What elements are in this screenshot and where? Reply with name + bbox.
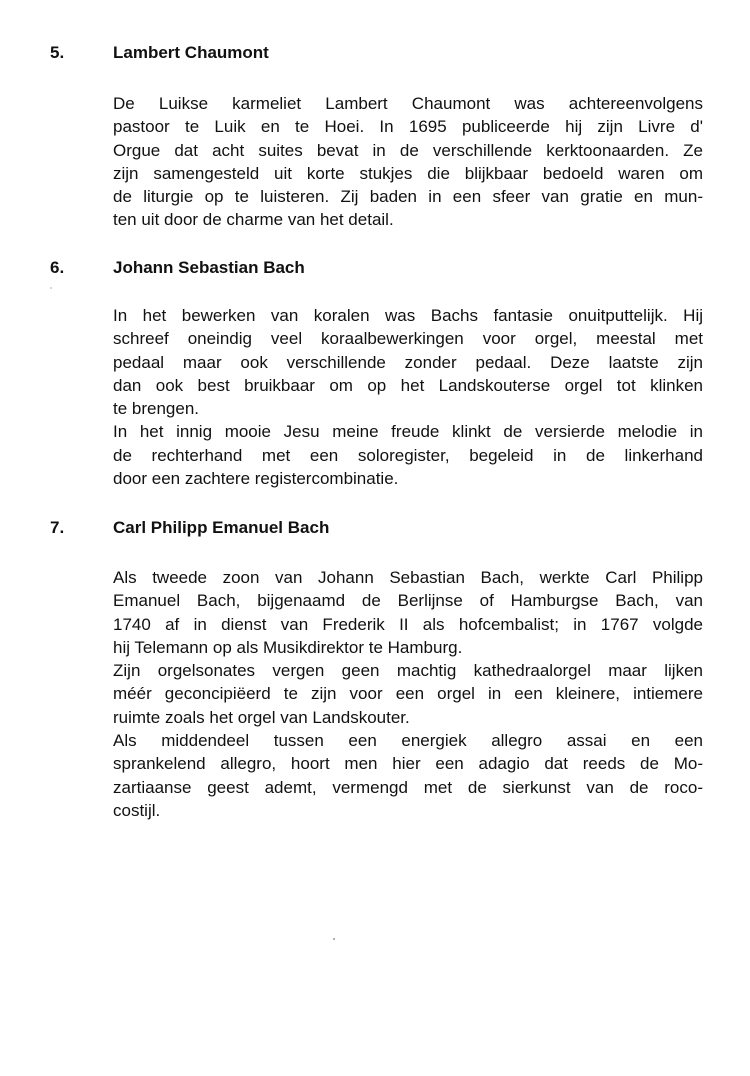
text-line: zijn samengesteld uit korte stukjes die blijkbaar bedoeld waren om (113, 163, 703, 183)
text-line: ruimte zoals het orgel van Landskouter. (113, 707, 410, 727)
text-line: Zijn orgelsonates vergen geen machtig kathedraalorgel maar lijken (113, 661, 703, 681)
text-line: costijl. (113, 800, 161, 820)
text-line: méér geconcipiëerd te zijn voor een orgel in een kleinere, intiemere (113, 684, 703, 704)
paragraph (113, 92, 703, 232)
section-number: 6. (50, 258, 65, 277)
text-line: Als tweede zoon van Johann Sebastian Bach, werkte Carl Philipp (113, 568, 703, 587)
text-line: de rechterhand met een soloregister, begeleid in de linkerhand (113, 445, 703, 465)
scan-speck (50, 287, 52, 289)
text-line: De Luikse karmeliet Lambert Chaumont was achtereenvolgens (113, 94, 703, 113)
scan-speck (333, 938, 335, 940)
paragraph (113, 304, 703, 490)
section-heading: Johann Sebastian Bach (113, 258, 305, 277)
section-number: 7. (50, 518, 65, 537)
text-line: Emanuel Bach, bijgenaamd de Berlijnse of Hamburgse Bach, van (113, 591, 703, 611)
text-line: hij Telemann op als Musikdirektor te Hamburg. (113, 637, 463, 657)
text-line: In het innig mooie Jesu meine freude klinkt de versierde melodie in (113, 422, 703, 442)
text-line: pedaal maar ook verschillende zonder pedaal. Deze laatste zijn (113, 352, 703, 372)
paragraph (113, 566, 703, 822)
text-line: schreef oneindig veel koraalbewerkingen voor orgel, meestal met (113, 329, 703, 349)
text-line: dan ook best bruikbaar om op het Landskouterse orgel tot klinken (113, 375, 703, 395)
text-line: zartiaanse geest ademt, vermengd met de sierkunst van de roco- (113, 777, 703, 797)
text-line: 1740 af in dienst van Frederik II als hofcembalist; in 1767 volgde (113, 614, 703, 634)
section-number: 5. (50, 43, 65, 62)
text-line: te brengen. (113, 399, 200, 419)
section-heading: Lambert Chaumont (113, 43, 269, 62)
text-line: door een zachtere registercombinatie. (113, 469, 399, 489)
text-line: pastoor te Luik en te Hoei. In 1695 publiceerde hij zijn Livre d' (113, 117, 703, 137)
text-line: sprankelend allegro, hoort men hier een adagio dat reeds de Mo- (113, 754, 703, 774)
text-line: Orgue dat acht suites bevat in de verschillende kerktoonaarden. Ze (113, 140, 703, 160)
text-line: Als middendeel tussen een energiek allegro assai en een (113, 731, 703, 751)
section-heading: Carl Philipp Emanuel Bach (113, 518, 330, 537)
text-line: In het bewerken van koralen was Bachs fantasie onuitputtelijk. Hij (113, 306, 703, 325)
text-line: ten uit door de charme van het detail. (113, 210, 394, 230)
text-line: de liturgie op te luisteren. Zij baden in een sfeer van gratie en mun- (113, 187, 703, 207)
